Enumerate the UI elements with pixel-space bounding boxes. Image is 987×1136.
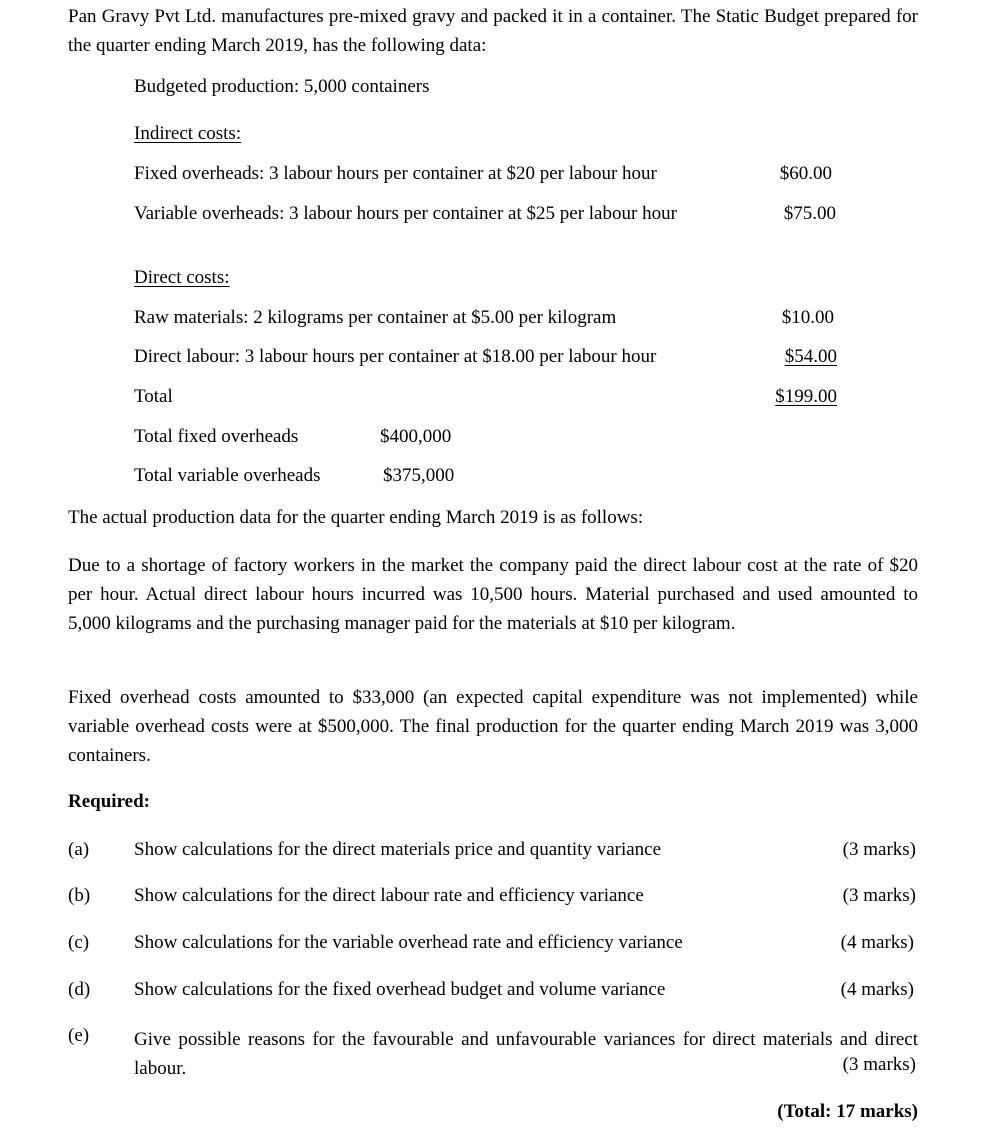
intro-paragraph: Pan Gravy Pvt Ltd. manufactures pre-mixed gravy and packed it in a container. The Static Budget prepared for the quarter ending March 2019, has the following data: bbox=[68, 6, 918, 56]
actual-intro: The actual production data for the quarter ending March 2019 is as follows: bbox=[68, 507, 644, 528]
question-d-text: Show calculations for the fixed overhead budget and volume variance bbox=[134, 979, 666, 1000]
question-c-marks: (4 marks) bbox=[840, 932, 914, 953]
direct-labour-amount: $54.00 bbox=[784, 346, 837, 367]
question-b-text: Show calculations for the direct labour rate and efficiency variance bbox=[134, 885, 644, 906]
variable-overheads-label: Variable overheads: 3 labour hours per container at $25 per labour hour bbox=[134, 203, 677, 224]
question-d-marks: (4 marks) bbox=[840, 979, 914, 1000]
raw-materials-amount: $10.00 bbox=[781, 307, 834, 328]
question-d-letter: (d) bbox=[68, 979, 91, 1000]
variable-overheads-amount: $75.00 bbox=[783, 203, 836, 224]
question-e-text: Give possible reasons for the favourable and unfavourable variances for direct materials and direct labour. bbox=[134, 1029, 918, 1079]
raw-materials-label: Raw materials: 2 kilograms per container at $5.00 per kilogram bbox=[134, 307, 617, 328]
actual-paragraph-2: Fixed overhead costs amounted to $33,000 (an expected capital expenditure was not implemented) while variable overhead costs were at $500,000. The final production for the quarter ending March 2019 was 3,000 containers. bbox=[68, 687, 918, 766]
budgeted-production: Budgeted production: 5,000 containers bbox=[134, 76, 430, 97]
question-c-text: Show calculations for the variable overhead rate and efficiency variance bbox=[134, 932, 683, 953]
actual-paragraph-1: Due to a shortage of factory workers in the market the company paid the direct labour cost at the rate of $20 per hour. Actual direct labour hours incurred was 10,500 hours. Material purchased and used amounted to 5,000 kilograms and the purchasing manager paid for the materials at $10 per kilogram. bbox=[68, 555, 918, 634]
total-variable-overheads-label: Total variable overheads bbox=[134, 465, 321, 486]
total-label: Total bbox=[134, 386, 173, 407]
required-heading: Required: bbox=[68, 791, 150, 812]
total-marks: (Total: 17 marks) bbox=[777, 1101, 918, 1122]
indirect-costs-heading: Indirect costs: bbox=[134, 123, 242, 144]
question-a-marks: (3 marks) bbox=[842, 839, 916, 860]
fixed-overheads-label: Fixed overheads: 3 labour hours per container at $20 per labour hour bbox=[134, 163, 657, 184]
total-fixed-overheads-label: Total fixed overheads bbox=[134, 426, 299, 447]
total-fixed-overheads-amount: $400,000 bbox=[380, 426, 452, 447]
direct-costs-heading: Direct costs: bbox=[134, 267, 230, 288]
question-a-text: Show calculations for the direct materials price and quantity variance bbox=[134, 839, 662, 860]
question-b-letter: (b) bbox=[68, 885, 91, 906]
question-a-letter: (a) bbox=[68, 839, 90, 860]
question-e-letter: (e) bbox=[68, 1025, 90, 1046]
direct-labour-label: Direct labour: 3 labour hours per container at $18.00 per labour hour bbox=[134, 346, 657, 367]
total-variable-overheads-amount: $375,000 bbox=[383, 465, 455, 486]
question-c-letter: (c) bbox=[68, 932, 90, 953]
total-amount: $199.00 bbox=[775, 386, 837, 407]
fixed-overheads-amount: $60.00 bbox=[779, 163, 832, 184]
question-b-marks: (3 marks) bbox=[842, 885, 916, 906]
question-e-marks: (3 marks) bbox=[842, 1054, 916, 1075]
